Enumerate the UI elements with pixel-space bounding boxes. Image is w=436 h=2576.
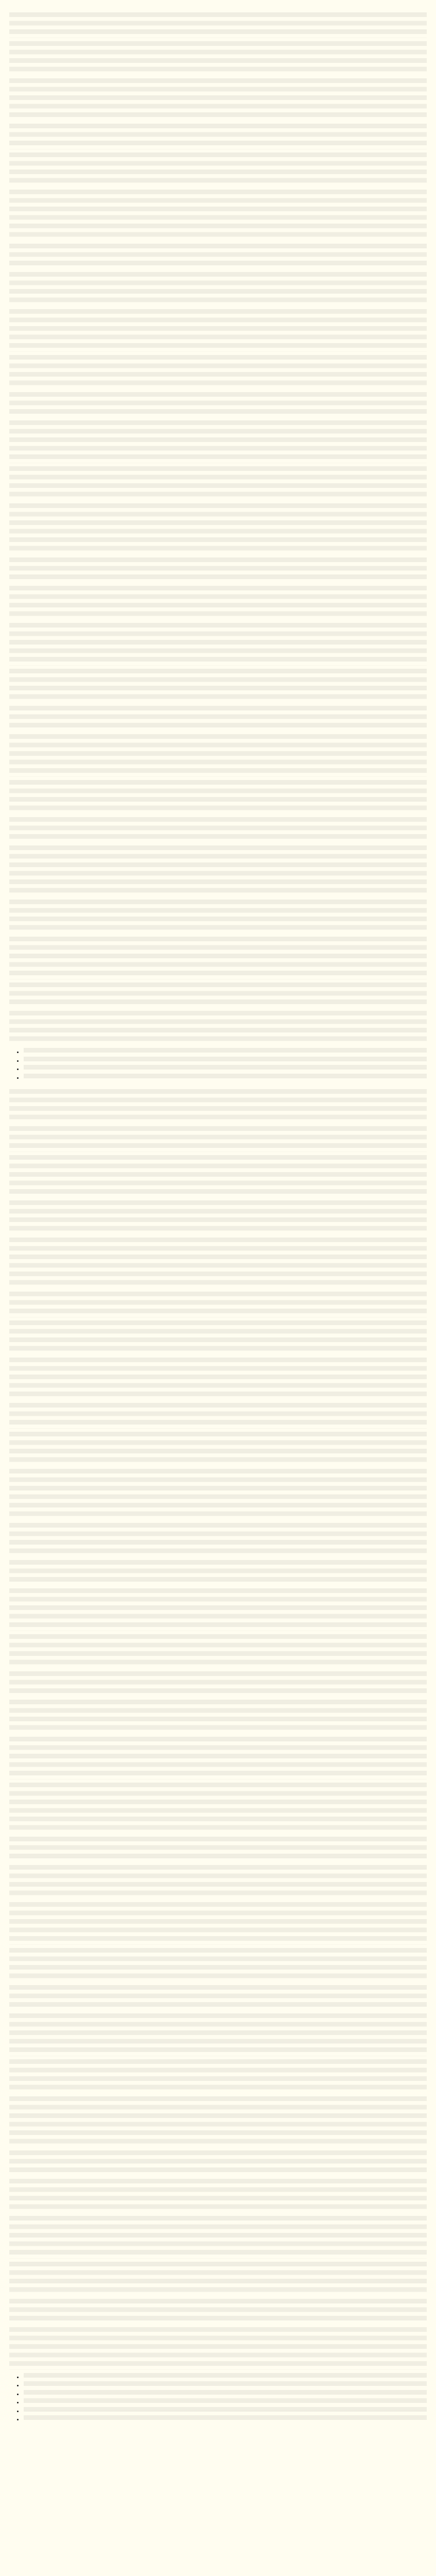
list-item [24, 1057, 427, 1065]
list-item [24, 2373, 427, 2382]
paragraph [9, 1737, 427, 1780]
paragraph [9, 1588, 427, 1631]
paragraph [9, 2179, 427, 2213]
paragraph [9, 1469, 427, 1520]
paragraph [9, 586, 427, 620]
paragraph [9, 503, 427, 554]
paragraph [9, 817, 427, 843]
paragraph [9, 392, 427, 418]
list-item [24, 2415, 427, 2424]
paragraph [9, 78, 427, 121]
paragraph [9, 124, 427, 149]
paragraph [9, 669, 427, 703]
paragraph [9, 1432, 427, 1466]
bullet-list-part-1 [9, 1048, 427, 1082]
paragraph [9, 2059, 427, 2093]
paragraph [9, 780, 427, 814]
paragraph [9, 1523, 427, 1557]
paragraph [9, 1902, 427, 1945]
paragraph [9, 2013, 427, 2056]
paragraph [9, 900, 427, 934]
paragraph [9, 937, 427, 979]
paragraph [9, 355, 427, 389]
paragraph [9, 1865, 427, 1899]
paragraph [9, 1358, 427, 1400]
paragraph [9, 1837, 427, 1862]
paragraph [9, 152, 427, 187]
list-item [24, 1048, 427, 1057]
paragraph [9, 41, 427, 75]
list-item [24, 2398, 427, 2407]
paragraph [9, 706, 427, 732]
paragraph [9, 1238, 427, 1289]
list-item [24, 2390, 427, 2399]
paragraph [9, 420, 427, 463]
paragraph [9, 1011, 427, 1045]
section-part-1 [9, 12, 427, 1045]
paragraph [9, 1985, 427, 2011]
paragraph [9, 2262, 427, 2296]
paragraph [9, 557, 427, 583]
paragraph [9, 623, 427, 666]
paragraph [9, 2327, 427, 2370]
paragraph [9, 982, 427, 1008]
paragraph [9, 2096, 427, 2147]
paragraph [9, 1671, 427, 1697]
paragraph [9, 1320, 427, 1354]
bullet-list-part-2 [9, 2373, 427, 2424]
paragraph [9, 734, 427, 777]
paragraph [9, 12, 427, 38]
paragraph [9, 1700, 427, 1734]
paragraph [9, 1126, 427, 1152]
paragraph [9, 1292, 427, 1317]
paragraph [9, 2150, 427, 2176]
paragraph [9, 1634, 427, 1668]
paragraph [9, 272, 427, 306]
paragraph [9, 1200, 427, 1234]
paragraph [9, 1783, 427, 1834]
paragraph [9, 845, 427, 896]
paragraph [9, 244, 427, 269]
paragraph [9, 2216, 427, 2259]
list-item [24, 1074, 427, 1082]
paragraph [9, 466, 427, 500]
paragraph [9, 1089, 427, 1123]
paragraph [9, 1155, 427, 1198]
paragraph [9, 309, 427, 352]
paragraph [9, 2299, 427, 2325]
list-item [24, 2407, 427, 2416]
paragraph [9, 1560, 427, 1586]
list-item [24, 2381, 427, 2390]
paragraph [9, 1403, 427, 1429]
paragraph [9, 190, 427, 241]
paragraph [9, 1948, 427, 1982]
section-part-2 [9, 1089, 427, 2370]
list-item [24, 1065, 427, 1074]
